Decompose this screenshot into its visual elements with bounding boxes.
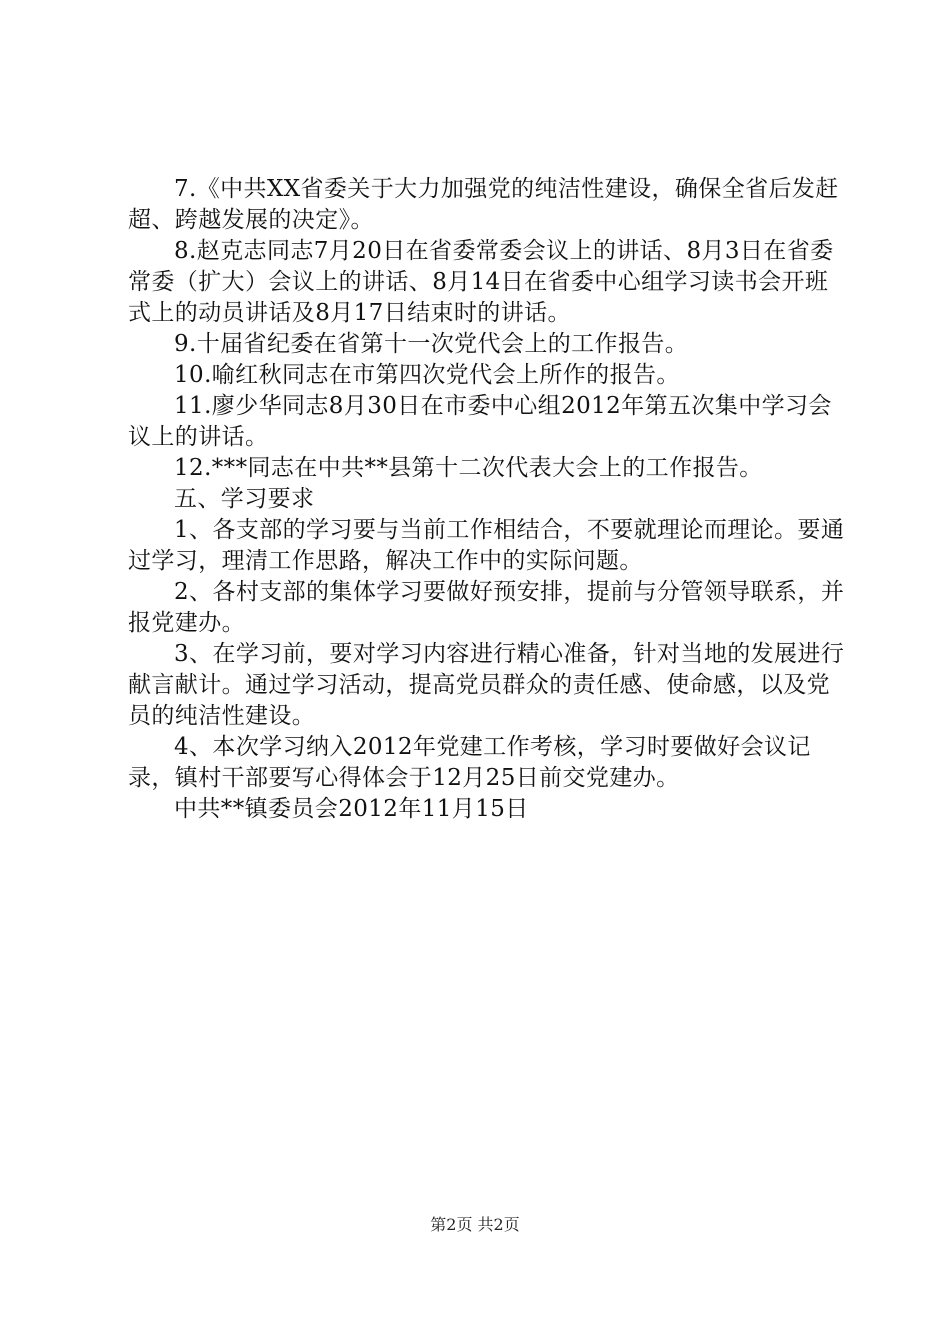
- requirement-item-2: 2、各村支部的集体学习要做好预安排，提前与分管领导联系，并报党建办。: [128, 579, 845, 636]
- paragraph-item-11: 11.廖少华同志8月30日在市委中心组2012年第五次集中学习会议上的讲话。: [128, 393, 832, 450]
- paragraph-item-12: 12.***同志在中共**县第十二次代表大会上的工作报告。: [174, 455, 763, 481]
- requirement-item-3: 3、在学习前，要对学习内容进行精心准备，针对当地的发展进行献言献计。通过学习活动，提高党员群众的责任感、使命感，以及党员的纯洁性建设。: [128, 641, 845, 729]
- paragraph-item-8: 8.赵克志同志7月20日在省委常委会议上的讲话、8月3日在省委常委（扩大）会议上的讲话、8月14日在省委中心组学习读书会开班式上的动员讲话及8月17日结束时的讲话。: [128, 238, 834, 326]
- page-footer: 第2页 共2页: [430, 1215, 520, 1234]
- document-body: [128, 174, 848, 825]
- paragraph-item-7: 7.《中共XX省委关于大力加强党的纯洁性建设，确保全省后发赶超、跨越发展的决定》。: [128, 176, 839, 233]
- section-heading-requirements: 五、学习要求: [174, 486, 315, 512]
- paragraph-item-9: 9.十届省纪委在省第十一次党代会上的工作报告。: [174, 331, 689, 357]
- requirement-item-4: 4、本次学习纳入2012年党建工作考核，学习时要做好会议记录，镇村干部要写心得体会于12月25日前交党建办。: [128, 734, 811, 791]
- paragraph-item-10: 10.喻红秋同志在市第四次党代会上所作的报告。: [174, 362, 680, 388]
- signature-line: 中共**镇委员会2012年11月15日: [174, 796, 529, 822]
- requirement-item-1: 1、各支部的学习要与当前工作相结合，不要就理论而理论。要通过学习，理清工作思路，解决工作中的实际问题。: [128, 517, 845, 574]
